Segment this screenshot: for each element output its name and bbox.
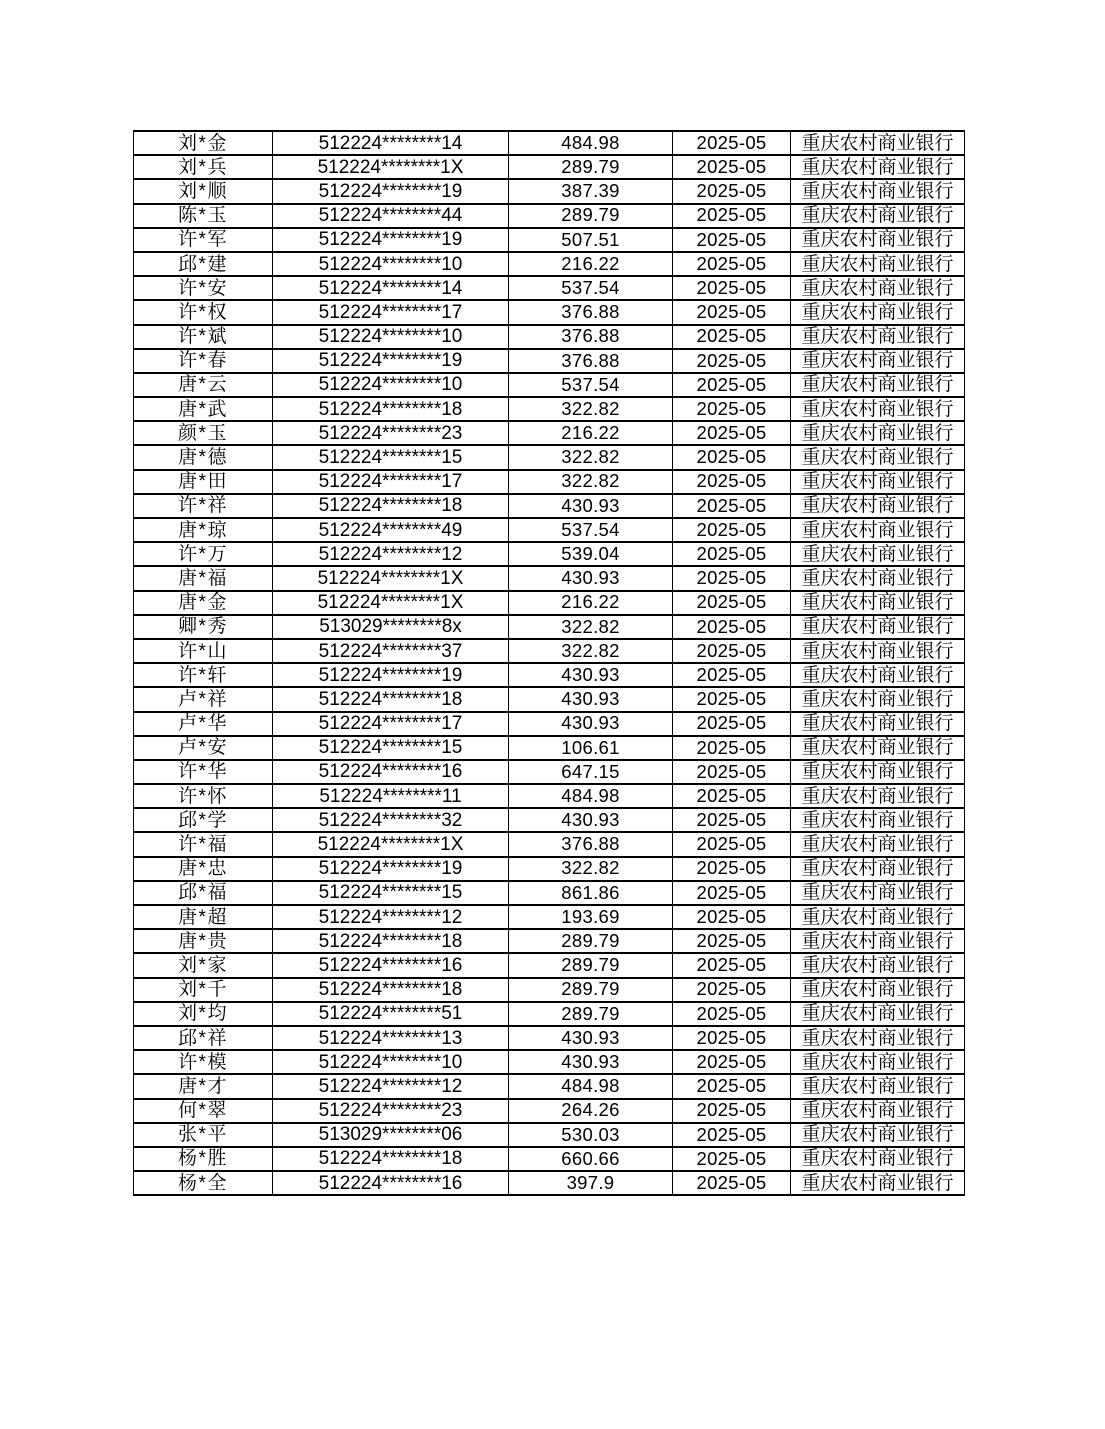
- payment-table-body: [134, 131, 965, 1195]
- table-row: [134, 155, 965, 179]
- cell-id_masked: 512224********37: [273, 639, 509, 663]
- table-row: [134, 832, 965, 856]
- table-row: [134, 566, 965, 590]
- cell-name: 许*轩: [134, 663, 273, 687]
- cell-amount: 430.93: [509, 808, 673, 832]
- cell-name: 许*福: [134, 832, 273, 856]
- cell-bank: 重庆农村商业银行: [791, 300, 965, 324]
- table-row: [134, 252, 965, 276]
- cell-amount: 484.98: [509, 131, 673, 155]
- table-row: [134, 325, 965, 349]
- cell-name: 许*春: [134, 349, 273, 373]
- table-row: [134, 397, 965, 421]
- cell-bank: 重庆农村商业银行: [791, 832, 965, 856]
- cell-amount: 430.93: [509, 687, 673, 711]
- table-row: [134, 615, 965, 639]
- cell-month: 2025-05: [673, 1074, 791, 1098]
- cell-id_masked: 512224********1X: [273, 566, 509, 590]
- cell-bank: 重庆农村商业银行: [791, 325, 965, 349]
- cell-amount: 430.93: [509, 494, 673, 518]
- cell-amount: 484.98: [509, 784, 673, 808]
- cell-name: 许*山: [134, 639, 273, 663]
- cell-name: 唐*德: [134, 445, 273, 469]
- table-row: [134, 736, 965, 760]
- cell-month: 2025-05: [673, 131, 791, 155]
- cell-amount: 387.39: [509, 179, 673, 203]
- cell-month: 2025-05: [673, 1147, 791, 1171]
- cell-bank: 重庆农村商业银行: [791, 1147, 965, 1171]
- cell-month: 2025-05: [673, 905, 791, 929]
- cell-name: 唐*福: [134, 566, 273, 590]
- cell-id_masked: 512224********23: [273, 421, 509, 445]
- cell-name: 卢*祥: [134, 687, 273, 711]
- cell-amount: 289.79: [509, 929, 673, 953]
- cell-month: 2025-05: [673, 712, 791, 736]
- cell-month: 2025-05: [673, 639, 791, 663]
- cell-bank: 重庆农村商业银行: [791, 1074, 965, 1098]
- cell-month: 2025-05: [673, 445, 791, 469]
- cell-id_masked: 512224********10: [273, 252, 509, 276]
- cell-amount: 322.82: [509, 470, 673, 494]
- cell-id_masked: 512224********44: [273, 204, 509, 228]
- cell-id_masked: 512224********1X: [273, 832, 509, 856]
- table-row: [134, 857, 965, 881]
- table-row: [134, 1099, 965, 1123]
- cell-month: 2025-05: [673, 978, 791, 1002]
- cell-name: 唐*武: [134, 397, 273, 421]
- cell-bank: 重庆农村商业银行: [791, 349, 965, 373]
- cell-id_masked: 512224********15: [273, 445, 509, 469]
- cell-amount: 193.69: [509, 905, 673, 929]
- table-row: [134, 639, 965, 663]
- cell-name: 许*祥: [134, 494, 273, 518]
- cell-month: 2025-05: [673, 542, 791, 566]
- cell-amount: 537.54: [509, 373, 673, 397]
- cell-name: 刘*千: [134, 978, 273, 1002]
- cell-month: 2025-05: [673, 349, 791, 373]
- cell-bank: 重庆农村商业银行: [791, 857, 965, 881]
- cell-amount: 216.22: [509, 591, 673, 615]
- cell-name: 许*怀: [134, 784, 273, 808]
- cell-id_masked: 513029********8x: [273, 615, 509, 639]
- cell-id_masked: 512224********12: [273, 1074, 509, 1098]
- cell-month: 2025-05: [673, 228, 791, 252]
- cell-id_masked: 512224********18: [273, 1147, 509, 1171]
- cell-month: 2025-05: [673, 857, 791, 881]
- cell-bank: 重庆农村商业银行: [791, 179, 965, 203]
- cell-id_masked: 512224********12: [273, 542, 509, 566]
- cell-id_masked: 512224********1X: [273, 155, 509, 179]
- cell-bank: 重庆农村商业银行: [791, 929, 965, 953]
- cell-id_masked: 512224********18: [273, 978, 509, 1002]
- cell-id_masked: 512224********18: [273, 397, 509, 421]
- cell-id_masked: 512224********1X: [273, 591, 509, 615]
- cell-id_masked: 512224********17: [273, 712, 509, 736]
- cell-bank: 重庆农村商业银行: [791, 687, 965, 711]
- cell-id_masked: 512224********19: [273, 349, 509, 373]
- cell-amount: 430.93: [509, 712, 673, 736]
- cell-id_masked: 512224********12: [273, 905, 509, 929]
- cell-amount: 376.88: [509, 325, 673, 349]
- table-row: [134, 712, 965, 736]
- cell-name: 卢*华: [134, 712, 273, 736]
- cell-name: 许*权: [134, 300, 273, 324]
- cell-amount: 537.54: [509, 518, 673, 542]
- cell-month: 2025-05: [673, 470, 791, 494]
- cell-bank: 重庆农村商业银行: [791, 155, 965, 179]
- cell-amount: 216.22: [509, 421, 673, 445]
- cell-name: 唐*贵: [134, 929, 273, 953]
- cell-name: 刘*顺: [134, 179, 273, 203]
- table-row: [134, 1074, 965, 1098]
- cell-month: 2025-05: [673, 494, 791, 518]
- table-row: [134, 349, 965, 373]
- cell-id_masked: 512224********18: [273, 494, 509, 518]
- table-row: [134, 663, 965, 687]
- table-row: [134, 228, 965, 252]
- cell-month: 2025-05: [673, 881, 791, 905]
- cell-id_masked: 512224********13: [273, 1026, 509, 1050]
- cell-month: 2025-05: [673, 663, 791, 687]
- cell-amount: 430.93: [509, 1050, 673, 1074]
- cell-month: 2025-05: [673, 953, 791, 977]
- cell-bank: 重庆农村商业银行: [791, 736, 965, 760]
- cell-month: 2025-05: [673, 760, 791, 784]
- cell-amount: 289.79: [509, 953, 673, 977]
- cell-id_masked: 512224********15: [273, 736, 509, 760]
- cell-bank: 重庆农村商业银行: [791, 712, 965, 736]
- cell-bank: 重庆农村商业银行: [791, 228, 965, 252]
- cell-bank: 重庆农村商业银行: [791, 518, 965, 542]
- cell-id_masked: 512224********17: [273, 300, 509, 324]
- cell-month: 2025-05: [673, 179, 791, 203]
- cell-month: 2025-05: [673, 808, 791, 832]
- cell-name: 刘*金: [134, 131, 273, 155]
- cell-name: 陈*玉: [134, 204, 273, 228]
- cell-amount: 264.26: [509, 1099, 673, 1123]
- cell-bank: 重庆农村商业银行: [791, 1171, 965, 1195]
- cell-amount: 430.93: [509, 566, 673, 590]
- cell-name: 唐*忠: [134, 857, 273, 881]
- cell-name: 邱*福: [134, 881, 273, 905]
- cell-bank: 重庆农村商业银行: [791, 397, 965, 421]
- cell-id_masked: 512224********19: [273, 663, 509, 687]
- cell-amount: 660.66: [509, 1147, 673, 1171]
- table-row: [134, 881, 965, 905]
- table-row: [134, 445, 965, 469]
- cell-month: 2025-05: [673, 784, 791, 808]
- table-row: [134, 760, 965, 784]
- cell-bank: 重庆农村商业银行: [791, 1099, 965, 1123]
- cell-id_masked: 512224********23: [273, 1099, 509, 1123]
- cell-bank: 重庆农村商业银行: [791, 881, 965, 905]
- table-row: [134, 494, 965, 518]
- cell-amount: 322.82: [509, 857, 673, 881]
- cell-name: 杨*全: [134, 1171, 273, 1195]
- table-row: [134, 542, 965, 566]
- cell-name: 颜*玉: [134, 421, 273, 445]
- cell-bank: 重庆农村商业银行: [791, 421, 965, 445]
- cell-name: 卢*安: [134, 736, 273, 760]
- cell-bank: 重庆农村商业银行: [791, 542, 965, 566]
- cell-name: 邱*建: [134, 252, 273, 276]
- table-row: [134, 204, 965, 228]
- cell-name: 唐*田: [134, 470, 273, 494]
- cell-bank: 重庆农村商业银行: [791, 615, 965, 639]
- cell-name: 许*斌: [134, 325, 273, 349]
- cell-id_masked: 512224********49: [273, 518, 509, 542]
- cell-name: 许*军: [134, 228, 273, 252]
- cell-amount: 322.82: [509, 639, 673, 663]
- cell-amount: 289.79: [509, 978, 673, 1002]
- table-row: [134, 591, 965, 615]
- table-row: [134, 808, 965, 832]
- cell-id_masked: 512224********18: [273, 687, 509, 711]
- cell-name: 邱*祥: [134, 1026, 273, 1050]
- table-row: [134, 1147, 965, 1171]
- cell-name: 许*华: [134, 760, 273, 784]
- cell-bank: 重庆农村商业银行: [791, 494, 965, 518]
- cell-month: 2025-05: [673, 276, 791, 300]
- cell-amount: 539.04: [509, 542, 673, 566]
- cell-amount: 537.54: [509, 276, 673, 300]
- cell-id_masked: 512224********10: [273, 325, 509, 349]
- cell-id_masked: 512224********14: [273, 131, 509, 155]
- cell-bank: 重庆农村商业银行: [791, 953, 965, 977]
- cell-month: 2025-05: [673, 929, 791, 953]
- cell-amount: 322.82: [509, 397, 673, 421]
- cell-month: 2025-05: [673, 687, 791, 711]
- cell-id_masked: 512224********17: [273, 470, 509, 494]
- cell-month: 2025-05: [673, 615, 791, 639]
- table-row: [134, 131, 965, 155]
- cell-month: 2025-05: [673, 518, 791, 542]
- cell-bank: 重庆农村商业银行: [791, 808, 965, 832]
- cell-name: 卿*秀: [134, 615, 273, 639]
- cell-bank: 重庆农村商业银行: [791, 131, 965, 155]
- cell-bank: 重庆农村商业银行: [791, 252, 965, 276]
- table-row: [134, 784, 965, 808]
- cell-bank: 重庆农村商业银行: [791, 978, 965, 1002]
- cell-bank: 重庆农村商业银行: [791, 470, 965, 494]
- cell-amount: 484.98: [509, 1074, 673, 1098]
- cell-id_masked: 512224********32: [273, 808, 509, 832]
- cell-month: 2025-05: [673, 1050, 791, 1074]
- cell-id_masked: 512224********10: [273, 1050, 509, 1074]
- cell-id_masked: 512224********51: [273, 1002, 509, 1026]
- cell-bank: 重庆农村商业银行: [791, 663, 965, 687]
- table-row: [134, 421, 965, 445]
- cell-bank: 重庆农村商业银行: [791, 784, 965, 808]
- cell-id_masked: 513029********06: [273, 1123, 509, 1147]
- cell-id_masked: 512224********15: [273, 881, 509, 905]
- cell-id_masked: 512224********14: [273, 276, 509, 300]
- cell-id_masked: 512224********19: [273, 228, 509, 252]
- cell-bank: 重庆农村商业银行: [791, 1002, 965, 1026]
- cell-bank: 重庆农村商业银行: [791, 639, 965, 663]
- cell-month: 2025-05: [673, 421, 791, 445]
- table-row: [134, 470, 965, 494]
- cell-id_masked: 512224********16: [273, 760, 509, 784]
- cell-name: 杨*胜: [134, 1147, 273, 1171]
- cell-id_masked: 512224********16: [273, 953, 509, 977]
- cell-month: 2025-05: [673, 1123, 791, 1147]
- cell-month: 2025-05: [673, 204, 791, 228]
- cell-amount: 216.22: [509, 252, 673, 276]
- cell-bank: 重庆农村商业银行: [791, 566, 965, 590]
- cell-name: 许*模: [134, 1050, 273, 1074]
- cell-month: 2025-05: [673, 591, 791, 615]
- cell-month: 2025-05: [673, 1099, 791, 1123]
- cell-amount: 376.88: [509, 300, 673, 324]
- cell-bank: 重庆农村商业银行: [791, 591, 965, 615]
- cell-month: 2025-05: [673, 1002, 791, 1026]
- cell-amount: 289.79: [509, 1002, 673, 1026]
- cell-name: 唐*琼: [134, 518, 273, 542]
- table-row: [134, 300, 965, 324]
- cell-bank: 重庆农村商业银行: [791, 373, 965, 397]
- cell-month: 2025-05: [673, 397, 791, 421]
- cell-amount: 376.88: [509, 832, 673, 856]
- cell-name: 张*平: [134, 1123, 273, 1147]
- cell-name: 许*安: [134, 276, 273, 300]
- cell-amount: 507.51: [509, 228, 673, 252]
- cell-amount: 430.93: [509, 1026, 673, 1050]
- table-row: [134, 1171, 965, 1195]
- table-row: [134, 179, 965, 203]
- cell-bank: 重庆农村商业银行: [791, 1026, 965, 1050]
- table-row: [134, 1026, 965, 1050]
- cell-id_masked: 512224********16: [273, 1171, 509, 1195]
- cell-name: 唐*才: [134, 1074, 273, 1098]
- cell-month: 2025-05: [673, 252, 791, 276]
- cell-id_masked: 512224********19: [273, 179, 509, 203]
- cell-bank: 重庆农村商业银行: [791, 204, 965, 228]
- cell-name: 何*翠: [134, 1099, 273, 1123]
- cell-amount: 322.82: [509, 445, 673, 469]
- cell-month: 2025-05: [673, 155, 791, 179]
- cell-month: 2025-05: [673, 373, 791, 397]
- cell-bank: 重庆农村商业银行: [791, 276, 965, 300]
- table-row: [134, 518, 965, 542]
- table-row: [134, 929, 965, 953]
- cell-amount: 289.79: [509, 204, 673, 228]
- cell-name: 邱*学: [134, 808, 273, 832]
- cell-month: 2025-05: [673, 300, 791, 324]
- cell-amount: 861.86: [509, 881, 673, 905]
- cell-month: 2025-05: [673, 566, 791, 590]
- cell-amount: 289.79: [509, 155, 673, 179]
- table-row: [134, 978, 965, 1002]
- cell-month: 2025-05: [673, 1026, 791, 1050]
- cell-id_masked: 512224********10: [273, 373, 509, 397]
- table-row: [134, 1050, 965, 1074]
- cell-amount: 430.93: [509, 663, 673, 687]
- cell-name: 刘*家: [134, 953, 273, 977]
- cell-id_masked: 512224********19: [273, 857, 509, 881]
- cell-amount: 376.88: [509, 349, 673, 373]
- cell-name: 刘*兵: [134, 155, 273, 179]
- table-row: [134, 953, 965, 977]
- cell-month: 2025-05: [673, 325, 791, 349]
- cell-amount: 647.15: [509, 760, 673, 784]
- cell-amount: 322.82: [509, 615, 673, 639]
- cell-name: 唐*超: [134, 905, 273, 929]
- cell-name: 唐*云: [134, 373, 273, 397]
- table-row: [134, 1002, 965, 1026]
- cell-month: 2025-05: [673, 1171, 791, 1195]
- table-row: [134, 276, 965, 300]
- cell-name: 许*万: [134, 542, 273, 566]
- table-row: [134, 687, 965, 711]
- cell-bank: 重庆农村商业银行: [791, 445, 965, 469]
- cell-month: 2025-05: [673, 736, 791, 760]
- cell-month: 2025-05: [673, 832, 791, 856]
- payment-table: [133, 130, 965, 1196]
- cell-bank: 重庆农村商业银行: [791, 1123, 965, 1147]
- cell-bank: 重庆农村商业银行: [791, 760, 965, 784]
- cell-name: 刘*均: [134, 1002, 273, 1026]
- table-row: [134, 373, 965, 397]
- cell-bank: 重庆农村商业银行: [791, 905, 965, 929]
- cell-amount: 106.61: [509, 736, 673, 760]
- table-row: [134, 905, 965, 929]
- table-row: [134, 1123, 965, 1147]
- cell-amount: 530.03: [509, 1123, 673, 1147]
- cell-name: 唐*金: [134, 591, 273, 615]
- cell-amount: 397.9: [509, 1171, 673, 1195]
- cell-bank: 重庆农村商业银行: [791, 1050, 965, 1074]
- cell-id_masked: 512224********11: [273, 784, 509, 808]
- cell-id_masked: 512224********18: [273, 929, 509, 953]
